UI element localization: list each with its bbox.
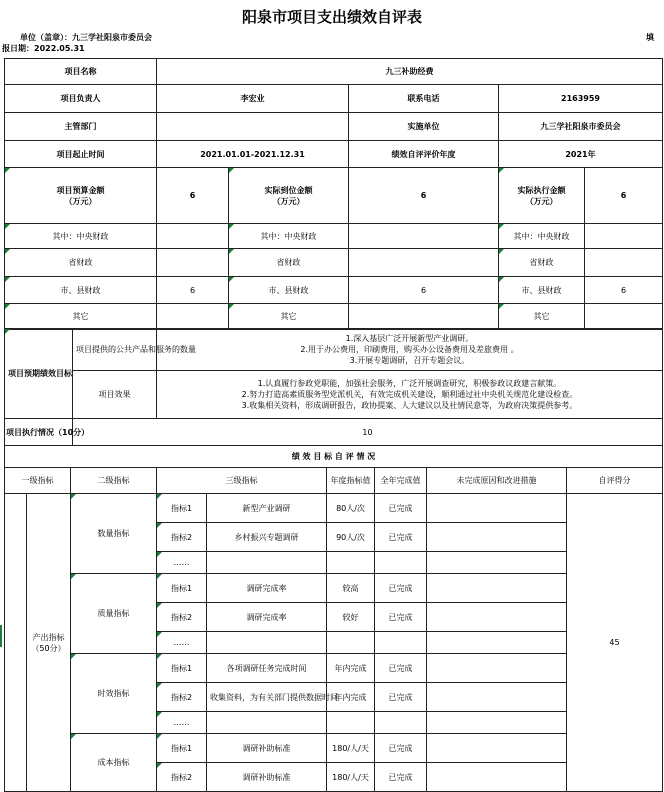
- indicator-target[interactable]: 较高: [327, 574, 375, 603]
- executed-value[interactable]: 6: [585, 168, 663, 224]
- row-period: [5, 141, 663, 168]
- province-value-2[interactable]: [349, 249, 499, 277]
- indicator-target[interactable]: 180/人/天: [327, 734, 375, 763]
- row-province: [5, 249, 663, 277]
- eval-year-label: 绩效自评评价年度: [349, 141, 499, 168]
- col-l2: 二级指标: [71, 468, 157, 494]
- indicator-name: 指标1: [157, 734, 207, 763]
- central-label-2: 其中：中央财政: [229, 224, 349, 249]
- impl-unit-value[interactable]: 九三学社阳泉市委员会: [499, 113, 663, 141]
- indicator-target[interactable]: 80人/次: [327, 494, 375, 523]
- indicator-actual[interactable]: [375, 632, 427, 654]
- indicator-reason[interactable]: [427, 763, 567, 792]
- indicator-actual[interactable]: 已完成: [375, 734, 427, 763]
- city-value-2[interactable]: 6: [349, 277, 499, 304]
- indicator-reason[interactable]: [427, 632, 567, 654]
- row-city: [5, 277, 663, 304]
- row-owner: [5, 85, 663, 113]
- level2-label: 时效指标: [71, 654, 157, 734]
- province-label-3: 省财政: [499, 249, 585, 277]
- indicator-reason[interactable]: [427, 552, 567, 574]
- indicator-desc[interactable]: 新型产业调研: [207, 494, 327, 523]
- indicator-name: 指标2: [157, 763, 207, 792]
- central-value-3[interactable]: [585, 224, 663, 249]
- owner-value[interactable]: 李宏业: [157, 85, 349, 113]
- products-line-2: 2.用于办公费用，印刷费用，购买办公设备费用及差旅费用 。: [300, 345, 519, 354]
- executed-label: 实际执行金额 （万元）: [499, 168, 585, 224]
- arrived-label: 实际到位金额 （万元）: [229, 168, 349, 224]
- indicator-desc[interactable]: 调研完成率: [207, 574, 327, 603]
- period-label: 项目起止时间: [5, 141, 157, 168]
- phone-value[interactable]: 2163959: [499, 85, 663, 113]
- indicator-desc[interactable]: 收集资料，为有关部门提供数据时间: [207, 683, 327, 712]
- execution-label: 项目执行情况（10分）: [5, 419, 73, 446]
- form-title: 阳泉市项目支出绩效自评表: [241, 8, 422, 26]
- products-line-3: 3.开展专题调研，召开专题会议。: [349, 356, 470, 365]
- indicator-target[interactable]: [327, 632, 375, 654]
- central-label-1: 其中：中央财政: [5, 224, 157, 249]
- row-products: [5, 329, 663, 371]
- impl-unit-label: 实施单位: [349, 113, 499, 141]
- dept-value[interactable]: [157, 113, 349, 141]
- row-section-header: [5, 446, 663, 468]
- level2-label: 质量指标: [71, 574, 157, 654]
- indicator-actual[interactable]: 已完成: [375, 683, 427, 712]
- blank-edge-cell: [5, 494, 27, 792]
- indicator-desc[interactable]: [207, 712, 327, 734]
- col-target: 年度指标值: [327, 468, 375, 494]
- row-amounts: [5, 168, 663, 224]
- indicator-name: ……: [157, 552, 207, 574]
- phone-label: 联系电话: [349, 85, 499, 113]
- indicator-actual[interactable]: 已完成: [375, 494, 427, 523]
- effect-text[interactable]: [157, 371, 663, 419]
- province-value-1[interactable]: [157, 249, 229, 277]
- indicator-name: 指标1: [157, 654, 207, 683]
- other-value-3[interactable]: [585, 304, 663, 330]
- info-table: [4, 58, 663, 330]
- indicator-desc[interactable]: 乡村振兴专题调研: [207, 523, 327, 552]
- central-value-1[interactable]: [157, 224, 229, 249]
- indicator-reason[interactable]: [427, 574, 567, 603]
- indicator-row: [5, 734, 663, 763]
- indicator-actual[interactable]: 已完成: [375, 574, 427, 603]
- province-value-3[interactable]: [585, 249, 663, 277]
- col-l3: 三级指标: [157, 468, 327, 494]
- indicator-row: [5, 654, 663, 683]
- city-value-3[interactable]: 6: [585, 277, 663, 304]
- other-label-2: 其它: [229, 304, 349, 330]
- other-label-3: 其它: [499, 304, 585, 330]
- products-text[interactable]: [157, 329, 663, 371]
- level2-label: 数量指标: [71, 494, 157, 574]
- col-reason: 未完成原因和改进措施: [427, 468, 567, 494]
- level1-output-label: 产出指标 （50分）: [27, 494, 71, 792]
- indicator-name: 指标1: [157, 574, 207, 603]
- indicator-table: [4, 467, 663, 792]
- indicator-name: 指标1: [157, 494, 207, 523]
- level2-label: 成本指标: [71, 734, 157, 792]
- indicator-reason[interactable]: [427, 523, 567, 552]
- city-label-1: 市、县财政: [5, 277, 157, 304]
- indicator-desc[interactable]: 各项调研任务完成时间: [207, 654, 327, 683]
- indicator-reason[interactable]: [427, 734, 567, 763]
- indicator-name: 指标2: [157, 523, 207, 552]
- indicator-reason[interactable]: [427, 683, 567, 712]
- indicator-target[interactable]: [327, 552, 375, 574]
- col-l1: 一级指标: [5, 468, 71, 494]
- col-score: 自评得分: [567, 468, 663, 494]
- indicator-desc[interactable]: [207, 552, 327, 574]
- indicator-reason[interactable]: [427, 603, 567, 632]
- other-value-2[interactable]: [349, 304, 499, 330]
- execution-score[interactable]: 10: [73, 419, 663, 446]
- effect-line-1: 1.认真履行参政党职能，加强社会服务，广泛开展调查研究，积极参政议政建言献策。: [257, 379, 562, 388]
- city-value-1[interactable]: 6: [157, 277, 229, 304]
- indicator-desc[interactable]: 调研补助标准: [207, 734, 327, 763]
- indicator-actual[interactable]: [375, 552, 427, 574]
- indicator-name: 指标2: [157, 603, 207, 632]
- other-label-1: 其它: [5, 304, 157, 330]
- section-header: 绩 效 目 标 自 评 情 况: [5, 446, 663, 468]
- row-execution: [5, 419, 663, 446]
- dept-label: 主管部门: [5, 113, 157, 141]
- indicator-target[interactable]: 较好: [327, 603, 375, 632]
- indicator-name: 指标2: [157, 683, 207, 712]
- project-name-value[interactable]: 九三补助经费: [157, 59, 663, 85]
- indicator-name: ……: [157, 632, 207, 654]
- central-label-3: 其中：中央财政: [499, 224, 585, 249]
- other-value-1[interactable]: [157, 304, 229, 330]
- indicator-actual[interactable]: 已完成: [375, 603, 427, 632]
- products-line-1: 1.深入基层广泛开展新型产业调研。: [345, 334, 474, 343]
- col-actual: 全年完成值: [375, 468, 427, 494]
- indicator-desc[interactable]: 调研完成率: [207, 603, 327, 632]
- unit-right: 填: [646, 33, 654, 42]
- unit-line: 单位（盖章）：九三学社阳泉市委员会: [20, 33, 152, 42]
- indicator-target[interactable]: 180/人/天: [327, 763, 375, 792]
- indicator-target[interactable]: 年内完成: [327, 654, 375, 683]
- row-other: [5, 304, 663, 330]
- indicator-header-row: [5, 468, 663, 494]
- expected-goal-label: 项目预期绩效目标: [5, 329, 73, 419]
- left-edge-marker: [0, 625, 2, 647]
- project-name-label: 项目名称: [5, 59, 157, 85]
- effect-label: 项目效果: [73, 371, 157, 419]
- indicator-target[interactable]: 90人/次: [327, 523, 375, 552]
- central-value-2[interactable]: [349, 224, 499, 249]
- indicator-actual[interactable]: [375, 712, 427, 734]
- row-dept: [5, 113, 663, 141]
- budget-value[interactable]: 6: [157, 168, 229, 224]
- indicator-row: [5, 494, 663, 523]
- arrived-value[interactable]: 6: [349, 168, 499, 224]
- row-effect: [5, 371, 663, 419]
- indicator-name: ……: [157, 712, 207, 734]
- date-line: 报日期：2022.05.31: [2, 44, 85, 53]
- indicator-actual[interactable]: 已完成: [375, 763, 427, 792]
- city-label-2: 市、县财政: [229, 277, 349, 304]
- indicator-row: [5, 574, 663, 603]
- period-value[interactable]: 2021.01.01-2021.12.31: [157, 141, 349, 168]
- output-score[interactable]: 45: [567, 494, 663, 792]
- owner-label: 项目负责人: [5, 85, 157, 113]
- province-label-2: 省财政: [229, 249, 349, 277]
- indicator-actual[interactable]: 已完成: [375, 654, 427, 683]
- effect-line-2: 2.努力打造高素质服务型党派机关，有效完成机关建设，顺利通过社中央机关规范化建设检查。: [241, 390, 578, 399]
- row-central: [5, 224, 663, 249]
- indicator-actual[interactable]: 已完成: [375, 523, 427, 552]
- indicator-reason[interactable]: [427, 494, 567, 523]
- effect-line-3: 3.收集相关资料，形成调研报告，政协提案、人大建议以及社情民意等，为政府决策提供参考。: [241, 401, 578, 410]
- indicator-desc[interactable]: 调研补助标准: [207, 763, 327, 792]
- province-label-1: 省财政: [5, 249, 157, 277]
- row-project-name: [5, 59, 663, 85]
- eval-year-value[interactable]: 2021年: [499, 141, 663, 168]
- goal-table: [4, 328, 663, 468]
- indicator-desc[interactable]: [207, 632, 327, 654]
- indicator-reason[interactable]: [427, 712, 567, 734]
- budget-label: 项目预算金额 （万元）: [5, 168, 157, 224]
- indicator-target[interactable]: 年内完成: [327, 683, 375, 712]
- products-label: 项目提供的公共产品和服务的数量: [73, 329, 157, 371]
- city-label-3: 市、县财政: [499, 277, 585, 304]
- indicator-reason[interactable]: [427, 654, 567, 683]
- indicator-target[interactable]: [327, 712, 375, 734]
